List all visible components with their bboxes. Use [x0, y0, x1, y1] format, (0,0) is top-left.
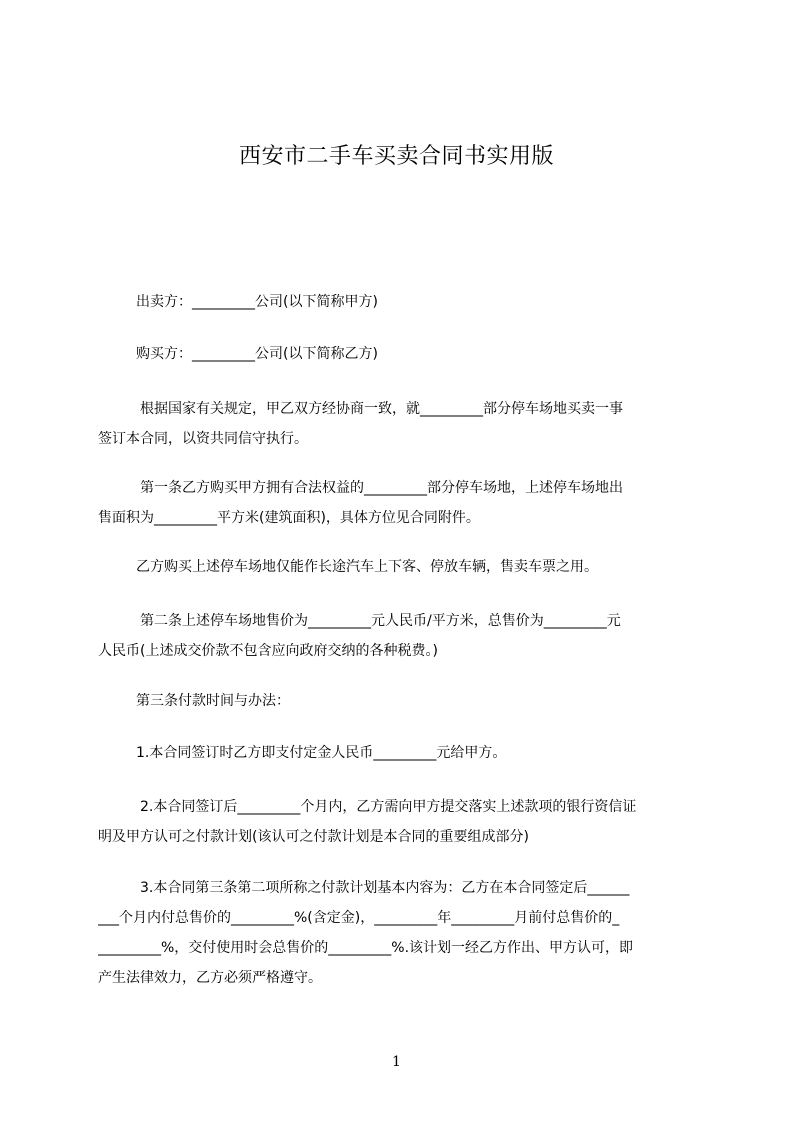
usage-line: 乙方购买上述停车场地仅能作长途汽车上下客、停放车辆，售卖车票之用。 — [136, 559, 598, 575]
article-1-line-2: 售面积为_________平方米(建筑面积)，具体方位见合同附件。 — [98, 510, 480, 526]
seller-line: 出卖方：_________公司(以下简称甲方) — [136, 294, 378, 310]
intro-paragraph — [98, 394, 700, 454]
payment-item-3-line-2: ___个月内付总售价的_________%(含定金)，_________年_________月前付总售价的_ — [98, 910, 620, 926]
payment-item-3-line-1: 3.本合同第三条第二项所称之付款计划基本内容为：乙方在本合同签定后______ — [140, 880, 630, 896]
article-2-paragraph — [98, 606, 700, 666]
article-1-paragraph — [98, 473, 700, 533]
payment-item-2 — [98, 792, 700, 852]
article-2-line-2: 人民币(上述成交价款不包含应向政府交纳的各种税费。) — [98, 643, 438, 659]
payment-item-3-line-3: _________%，交付使用时会总售价的_________%.该计划一经乙方作出、甲方认可，即 — [98, 940, 634, 956]
article-2-line-1: 第二条上述停车场地售价为_________元人民币/平方米，总售价为_________元 — [140, 613, 621, 629]
payment-item-3-line-4: 产生法律效力，乙方必须严格遵守。 — [98, 970, 322, 986]
intro-line-2: 签订本合同，以资共同信守执行。 — [98, 431, 308, 447]
article-1-line-1: 第一条乙方购买甲方拥有合法权益的_________部分停车场地，上述停车场地出 — [140, 480, 623, 496]
page-number: 1 — [392, 1054, 401, 1070]
buyer-line: 购买方：_________公司(以下简称乙方) — [136, 346, 378, 362]
payment-item-1: 1.本合同签订时乙方即支付定金人民币_________元给甲方。 — [136, 745, 507, 761]
payment-item-2-line-1: 2.本合同签订后_________个月内，乙方需向甲方提交落实上述款项的银行资信证 — [140, 799, 637, 815]
intro-line-1: 根据国家有关规定，甲乙双方经协商一致，就_________部分停车场地买卖一事 — [140, 401, 623, 417]
document-title: 西安市二手车买卖合同书实用版 — [238, 144, 554, 169]
article-3-title: 第三条付款时间与办法： — [136, 693, 290, 709]
payment-item-2-line-2: 明及甲方认可之付款计划(该认可之付款计划是本合同的重要组成部分) — [98, 829, 529, 845]
payment-item-3 — [98, 873, 700, 993]
